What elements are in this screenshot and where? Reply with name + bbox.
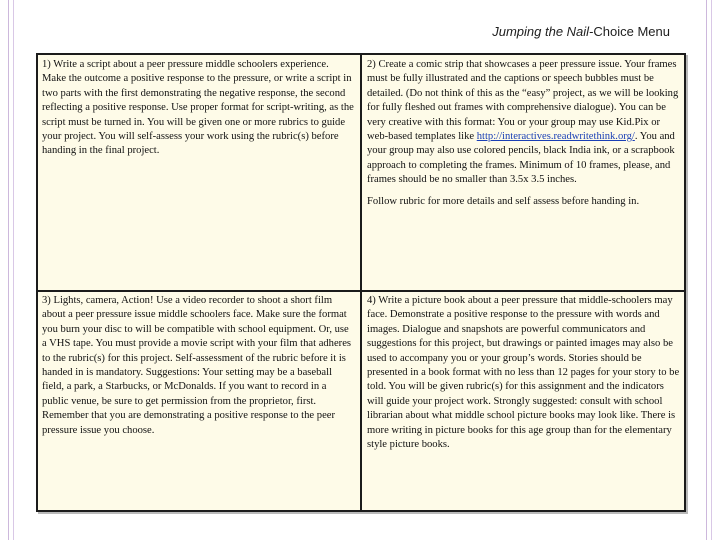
choice-menu-table (36, 53, 686, 512)
choice-2-rubric-note: Follow rubric for more details and self assess before handing in. (367, 195, 640, 207)
choice-2-text (367, 58, 680, 188)
choice-1-text: 1) Write a script about a peer pressure middle schoolers experience. Make the outcome a positive response to the pressure, or write a script in two parts with the first demonstrating the negative response, the second reflecting a positive response. Use proper format for script-writing, as the script must be turned in. You will be given one or more rubrics to guide your project. You will self-assess your work using the rubric(s) before handing in the final project. (42, 59, 354, 157)
choice-cell-film (42, 294, 354, 508)
right-decorative-rule (706, 0, 707, 540)
page-title-italic: Jumping the Nail (492, 24, 590, 39)
choice-cell-picture-book (367, 294, 680, 508)
choice-3-text: 3) Lights, camera, Action! Use a video recorder to shoot a short film about a peer pressure issue middle schoolers face. Make sure the format you burn your disc to will be compatible with school equipment. Or, use a VHS tape. You must provide a movie script with your film that adheres to the rubric(s) for this project. Self-assessment of the rubric before it is handed in is mandatory. Suggestions: Your setting may be a baseball field, a park, a Starbucks, or McDonalds. If you want to record in a public venue, be sure to get permission from the proprietor, first. Remember that you are demonstrating a positive response to the peer pressure issue you choose. (42, 295, 352, 436)
choice-2-text-before-link: 2) Create a comic strip that showcases a peer pressure issue. Your frames must be fully illustrated and the captions or speech bubbles must be detailed. (Do not think of this as the “easy” project, as we will be looking for fully fleshed out frames with comprehensive dialogue). You can be very creative with this format: You or your group may use Kid.Pix or web-based templates like (367, 59, 679, 143)
page-title (492, 24, 670, 39)
right-decorative-rule-inner (711, 0, 712, 540)
choice-cell-script (42, 58, 354, 288)
table-horizontal-divider (38, 290, 684, 292)
choice-4-text: 4) Write a picture book about a peer pressure that middle-schoolers may face. Demonstrate a positive response to the pressure with words and images. Dialogue and snapshots are powerful communicators and suggestions for this project, but drawings or painted images may also be used to accompany you or your group’s words. Stories should be presented in a book format with no less than 12 pages for your story to be told. You will be given rubric(s) for this assignment and the indicators will guide your project work. Strongly suggested: consult with school librarian about what middle school picture books may look like. There is more writing in picture books for this age group than for the elementary style picture books. (367, 295, 680, 451)
choice-cell-comic-strip (367, 58, 680, 288)
choice-2-text-after-link: . You and your group may also use colored pencils, black India ink, or a scrapbook approach to completing the frames. Minimum of 10 frames, please, and frames should be no smaller than 3.5x 3.5 inches. (367, 131, 675, 186)
table-vertical-divider (360, 55, 362, 510)
page-title-rest: -Choice Menu (589, 24, 670, 39)
left-decorative-rule-inner (13, 0, 14, 540)
left-decorative-rule (8, 0, 9, 540)
readwritethink-link[interactable]: http://interactives.readwritethink.org/ (476, 131, 635, 143)
